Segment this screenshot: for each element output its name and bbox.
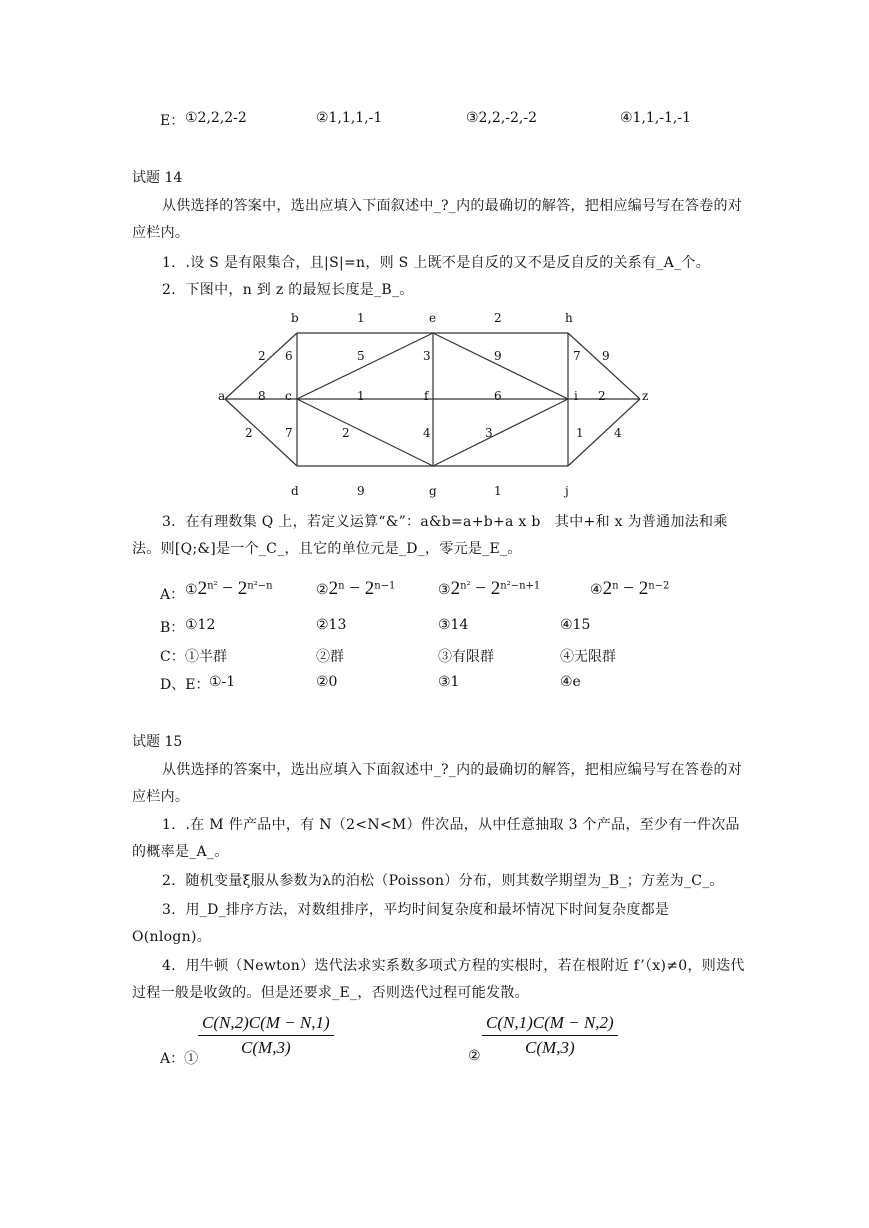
q15-item-4: 4．用牛顿（Newton）迭代法求实系数多项式方程的实根时，若在根附近 f’（x)≠0，则迭代过程一般是收敛的。但是还要求_E_，否则迭代过程可能发散。 — [132, 958, 745, 1001]
q14-b-option-2: ②13 — [316, 617, 347, 633]
q14-a2-base2: 2 — [364, 578, 375, 599]
q14-item-1: 1．.设 S 是有限集合，且|S|=n，则 S 上既不是自反的又不是反自反的关系有_A_个。 — [162, 255, 711, 271]
weight-e-h: 2 — [494, 311, 502, 325]
weight-i-z: 2 — [598, 389, 606, 403]
q14-c-option-4: ④无限群 — [560, 649, 616, 665]
q15-a-label: A：① — [160, 1051, 199, 1067]
q14-de-option-3: ③1 — [438, 674, 460, 690]
weight-i-j: 1 — [576, 426, 584, 440]
node-a: a — [218, 389, 226, 403]
node-j: j — [565, 484, 569, 498]
q14-a3-base: 2 — [450, 578, 461, 599]
weight-j-z: 4 — [614, 426, 622, 440]
q14-de-option-2: ②0 — [316, 674, 338, 690]
q13-e-option-1: ①2,2,2-2 — [185, 110, 247, 126]
q14-c-option-2: ②群 — [316, 649, 344, 665]
q15-a2-numerator: C(N,1)C(M − N,2) — [482, 1013, 618, 1036]
node-h: h — [565, 311, 573, 325]
q14-a-option-1: $①2^{n^2} - 2^{n^2-n}$ — [185, 578, 273, 599]
node-c: c — [285, 389, 292, 403]
q15-intro: 从供选择的答案中，选出应填入下面叙述中_?_内的最确切的解答，把相应编号写在答卷的对应栏内。 — [132, 762, 743, 805]
q14-b-option-3: ③14 — [438, 617, 469, 633]
q13-e-label: E： — [160, 113, 185, 129]
q15-title: 试题 15 — [132, 734, 183, 750]
q14-de-label: D、E： — [160, 677, 210, 693]
q13-e-option-3: ③2,2,-2,-2 — [466, 110, 537, 126]
q14-a3-exp2: n²−n+1 — [500, 580, 541, 592]
weight-h-z: 9 — [602, 349, 610, 363]
q14-a3-mark: ③ — [438, 582, 451, 598]
q14-b-label: B： — [160, 620, 185, 636]
q14-a-label: A： — [160, 587, 185, 603]
q15-item-2: 2．随机变量ξ服从参数为λ的泊松（Poisson）分布，则其数学期望为_B_；方差为_C_。 — [162, 873, 724, 889]
q15-a1-denominator: C(M,3) — [241, 1038, 291, 1057]
q14-de-option-4: ④e — [560, 674, 581, 690]
q14-a4-base: 2 — [602, 578, 613, 599]
q14-c-option-3: ③有限群 — [438, 649, 494, 665]
q14-a1-exp: n² — [207, 580, 218, 592]
weight-c-d: 7 — [285, 426, 293, 440]
weight-a-d: 2 — [245, 426, 253, 440]
weight-d-g: 9 — [357, 484, 365, 498]
node-f: f — [424, 389, 429, 403]
q14-a4-exp2: n−2 — [648, 580, 670, 592]
node-i: i — [574, 389, 578, 403]
q14-a1-base2: 2 — [237, 578, 248, 599]
node-e: e — [429, 311, 437, 325]
q14-a2-exp2: n−1 — [374, 580, 396, 592]
weight-f-g: 4 — [423, 426, 431, 440]
q14-a2-base: 2 — [328, 578, 339, 599]
weight-b-e: 1 — [357, 311, 365, 325]
q13-e-option-4: ④1,1,-1,-1 — [620, 110, 691, 126]
q14-a3-exp: n² — [460, 580, 471, 592]
q14-a3-base2: 2 — [490, 578, 501, 599]
weight-g-j: 1 — [494, 484, 502, 498]
node-g: g — [429, 484, 437, 498]
q14-de-option-1: ①-1 — [209, 674, 236, 690]
weight-a-c: 8 — [258, 389, 266, 403]
q14-a2-exp: n — [338, 580, 345, 592]
q15-a2-mark: ② — [468, 1048, 481, 1064]
q14-a-option-2: $②2^n - 2^{n-1}$ — [316, 578, 396, 599]
q15-a1-numerator: C(N,2)C(M − N,1) — [198, 1013, 334, 1036]
node-z: z — [642, 389, 649, 403]
q15-a2-denominator: C(M,3) — [525, 1038, 575, 1057]
q14-item-3: 3．在有理数集 Q 上，若定义运算“&”：a&b=a+b+a x b 其中+和 x 为普通加法和乘法。则[Q;&]是一个_C_，且它的单位元是_D_，零元是_E_。 — [132, 514, 728, 557]
q14-a2-mark: ② — [316, 582, 329, 598]
q14-a-option-3: $③2^{n^2} - 2^{n^2-n+1}$ — [438, 578, 541, 599]
weight-f-i: 6 — [494, 389, 502, 403]
q14-b-option-1: ①12 — [185, 617, 216, 633]
q14-a1-base: 2 — [197, 578, 208, 599]
q14-a4-mark: ④ — [590, 582, 603, 598]
q14-a1-exp2: n²−n — [247, 580, 273, 592]
node-b: b — [291, 311, 299, 325]
q14-c-option-1: ①半群 — [185, 649, 227, 665]
weight-c-f: 1 — [357, 389, 365, 403]
q14-a4-exp: n — [612, 580, 619, 592]
q14-title: 试题 14 — [132, 170, 183, 186]
q14-c-label: C： — [160, 649, 185, 665]
weight-c-e: 5 — [357, 349, 365, 363]
q14-a1-mark: ① — [185, 582, 198, 598]
node-d: d — [291, 484, 299, 498]
weight-h-i: 7 — [573, 349, 581, 363]
weight-b-c: 6 — [285, 349, 293, 363]
weight-e-i: 9 — [494, 349, 502, 363]
q14-item-2: 2．下图中，n 到 z 的最短长度是_B_。 — [162, 282, 414, 298]
weight-c-g: 2 — [342, 426, 350, 440]
q15-a-option-1 — [198, 1013, 334, 1058]
q15-item-1: 1．.在 M 件产品中，有 N（2<N<M）件次品，从中任意抽取 3 个产品，至少有一件次品的概率是_A_。 — [132, 817, 740, 860]
weight-e-f: 3 — [423, 349, 431, 363]
q15-a-option-2 — [482, 1013, 618, 1058]
weight-g-i: 3 — [485, 426, 493, 440]
q14-intro: 从供选择的答案中，选出应填入下面叙述中_?_内的最确切的解答，把相应编号写在答卷的对应栏内。 — [132, 198, 743, 241]
q15-item-3: 3．用_D_排序方法，对数组排序，平均时间复杂度和最坏情况下时间复杂度都是 O(nlogn)。 — [132, 902, 670, 945]
q14-b-option-4: ④15 — [560, 617, 591, 633]
q14-a-option-4: $④2^n - 2^{n-2}$ — [590, 578, 670, 599]
q13-e-option-2: ②1,1,1,-1 — [316, 110, 383, 126]
weight-a-b: 2 — [258, 349, 266, 363]
q14-a4-base2: 2 — [638, 578, 649, 599]
